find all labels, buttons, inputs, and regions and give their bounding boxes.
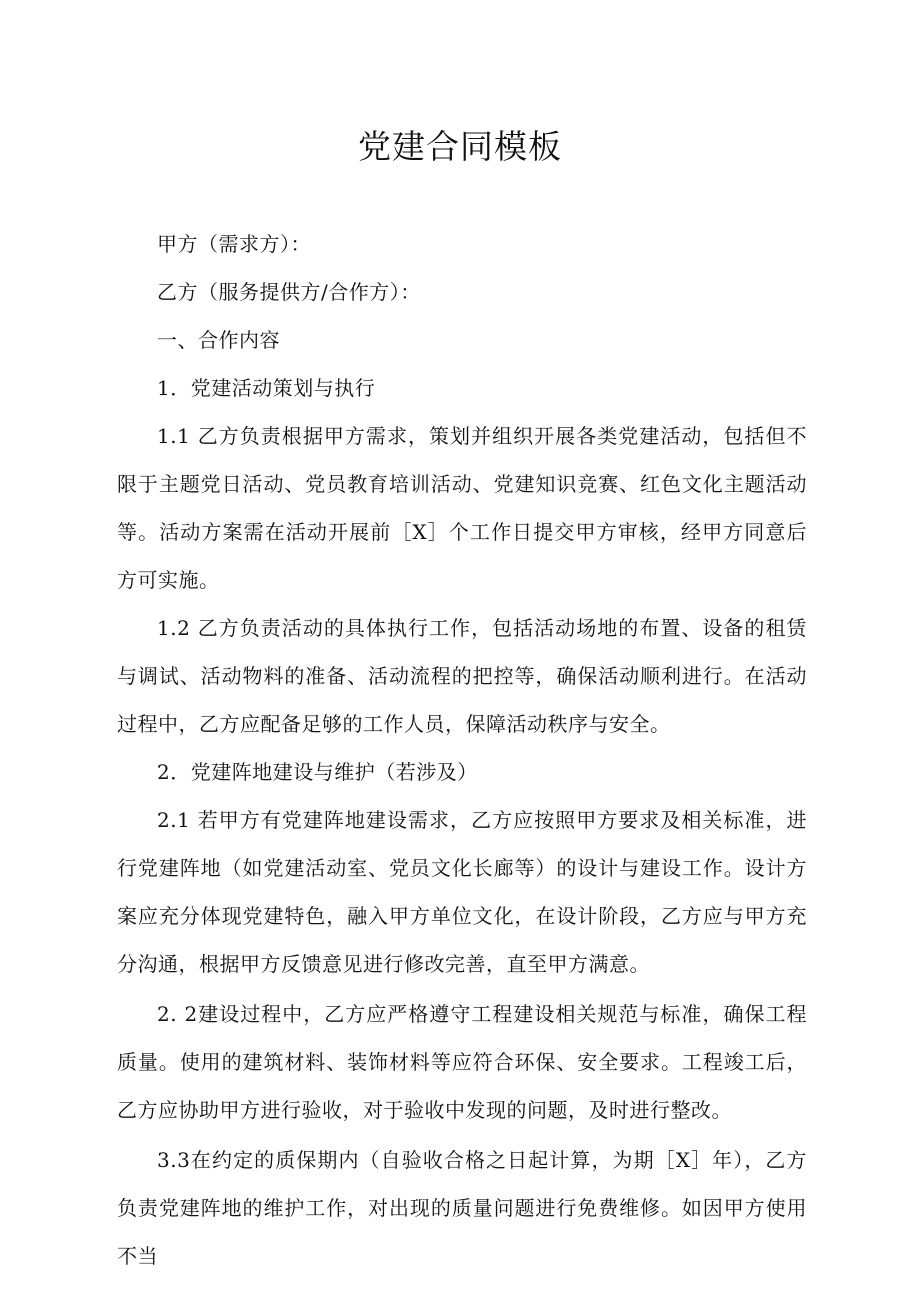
subsection-heading-positions: 2．党建阵地建设与维护（若涉及） bbox=[157, 760, 478, 784]
party-b-line: 乙方（服务提供方/合作方）： bbox=[157, 280, 421, 304]
subsection-heading-activities: 1．党建活动策划与执行 bbox=[157, 376, 376, 400]
clause-3-3: 3.3在约定的质保期内（自验收合格之日起计算，为期［X］年），乙方负责党建阵地的维护工作，对出现的质量问题进行免费维修。如因甲方使用不当 bbox=[117, 1148, 807, 1268]
document-body bbox=[117, 220, 807, 1280]
section-heading-cooperation: 一、合作内容 bbox=[157, 328, 280, 352]
document-title: 党建合同模板 bbox=[358, 127, 562, 166]
clause-2-2: 2. 2建设过程中，乙方应严格遵守工程建设相关规范与标准，确保工程质量。使用的建筑材料、装饰材料等应符合环保、安全要求。工程竣工后，乙方应协助甲方进行验收，对于验收中发现的问题，及时进行整改。 bbox=[117, 1002, 807, 1122]
clause-1-1: 1.1 乙方负责根据甲方需求，策划并组织开展各类党建活动，包括但不限于主题党日活动、党员教育培训活动、党建知识竞赛、红色文化主题活动等。活动方案需在活动开展前［X］个工作日提交甲方审核，经甲方同意后方可实施。 bbox=[117, 424, 807, 592]
clause-1-2: 1.2 乙方负责活动的具体执行工作，包括活动场地的布置、设备的租赁与调试、活动物料的准备、活动流程的把控等，确保活动顺利进行。在活动过程中，乙方应配备足够的工作人员，保障活动秩序与安全。 bbox=[117, 616, 807, 736]
clause-2-1: 2.1 若甲方有党建阵地建设需求，乙方应按照甲方要求及相关标准，进行党建阵地（如党建活动室、党员文化长廊等）的设计与建设工作。设计方案应充分体现党建特色，融入甲方单位文化，在设计阶段，乙方应与甲方充分沟通，根据甲方反馈意见进行修改完善，直至甲方满意。 bbox=[117, 808, 807, 976]
party-a-line: 甲方（需求方）： bbox=[157, 232, 311, 256]
